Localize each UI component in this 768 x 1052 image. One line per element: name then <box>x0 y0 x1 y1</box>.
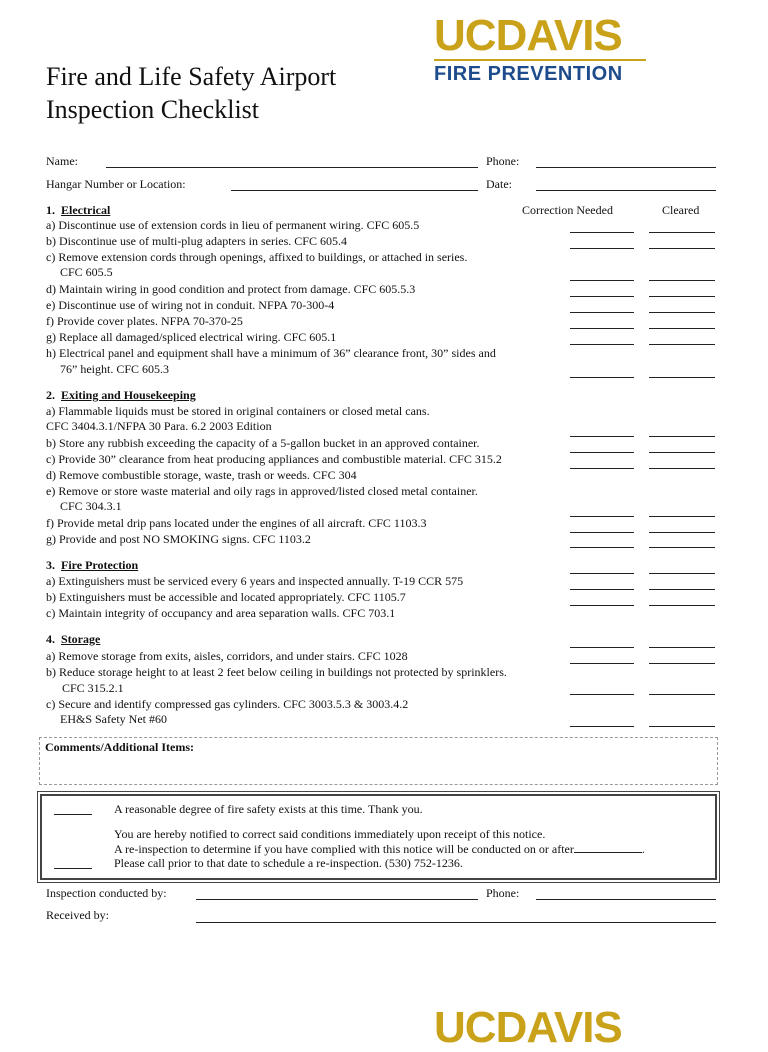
correction-needed-line[interactable] <box>570 694 634 695</box>
ucdavis-logo-bottom: UCDAVIS <box>434 1003 622 1052</box>
correction-needed-line[interactable] <box>570 647 634 648</box>
checklist-item: f) Provide cover plates. NFPA 70-370-25 <box>46 314 243 328</box>
correction-needed-line[interactable] <box>570 280 634 281</box>
cleared-line[interactable] <box>649 232 715 233</box>
cleared-line[interactable] <box>649 377 715 378</box>
name-field[interactable] <box>106 167 478 168</box>
checklist-item: CFC 315.2.1 <box>62 681 124 695</box>
cleared-line[interactable] <box>649 468 715 469</box>
section-electrical-heading: 1. Electrical <box>46 203 111 217</box>
correction-needed-line[interactable] <box>570 605 634 606</box>
checklist-item: EH&S Safety Net #60 <box>60 712 167 726</box>
checklist-item: f) Provide metal drip pans located under the engines of all aircraft. CFC 1103.3 <box>46 516 427 530</box>
correction-needed-line[interactable] <box>570 312 634 313</box>
checklist-item: c) Secure and identify compressed gas cylinders. CFC 3003.5.3 & 3003.4.2 <box>46 697 409 711</box>
correction-needed-line[interactable] <box>570 589 634 590</box>
notice-statement-1: You are hereby notified to correct said conditions immediately upon receipt of this notice. <box>114 827 546 841</box>
safe-statement: A reasonable degree of fire safety exists at this time. Thank you. <box>114 802 423 816</box>
checklist-item: h) Electrical panel and equipment shall have a minimum of 36” clearance front, 30” sides and <box>46 346 496 360</box>
notice-checkbox-line[interactable] <box>54 868 92 869</box>
checklist-item: b) Extinguishers must be accessible and located appropriately. CFC 1105.7 <box>46 590 406 604</box>
checklist-item: CFC 304.3.1 <box>60 499 122 513</box>
page-title: Fire and Life Safety Airport Inspection Checklist <box>46 62 337 124</box>
checklist-item: a) Remove storage from exits, aisles, corridors, and under stairs. CFC 1028 <box>46 649 408 663</box>
checklist-item: b) Store any rubbish exceeding the capacity of a 5-gallon bucket in an approved container. <box>46 436 480 450</box>
section-exiting-heading: 2. Exiting and Housekeeping <box>46 388 196 402</box>
cleared-line[interactable] <box>649 694 715 695</box>
cleared-line[interactable] <box>649 312 715 313</box>
hangar-field[interactable] <box>231 190 478 191</box>
correction-needed-line[interactable] <box>570 328 634 329</box>
correction-needed-header: Correction Needed <box>522 203 613 217</box>
checklist-item: CFC 3404.3.1/NFPA 30 Para. 6.2 2003 Edition <box>46 419 272 433</box>
name-label: Name: <box>46 154 78 168</box>
correction-needed-line[interactable] <box>570 516 634 517</box>
checklist-item: d) Maintain wiring in good condition and protect from damage. CFC 605.5.3 <box>46 282 416 296</box>
checklist-item: g) Replace all damaged/spliced electrical wiring. CFC 605.1 <box>46 330 337 344</box>
safe-checkbox-line[interactable] <box>54 814 92 815</box>
cleared-line[interactable] <box>649 516 715 517</box>
cleared-line[interactable] <box>649 589 715 590</box>
received-by-field[interactable] <box>196 922 716 923</box>
hangar-label: Hangar Number or Location: <box>46 177 186 191</box>
checklist-item: 76” height. CFC 605.3 <box>60 362 170 376</box>
cleared-line[interactable] <box>649 280 715 281</box>
checklist-item: e) Discontinue use of wiring not in conduit. NFPA 70-300-4 <box>46 298 335 312</box>
correction-needed-line[interactable] <box>570 468 634 469</box>
correction-needed-line[interactable] <box>570 377 634 378</box>
correction-needed-line[interactable] <box>570 532 634 533</box>
cleared-line[interactable] <box>649 532 715 533</box>
checklist-item: d) Remove combustible storage, waste, trash or weeds. CFC 304 <box>46 468 357 482</box>
checklist-item: b) Discontinue use of multi-plug adapters in series. CFC 605.4 <box>46 234 347 248</box>
cleared-line[interactable] <box>649 452 715 453</box>
cleared-line[interactable] <box>649 547 715 548</box>
checklist-item: e) Remove or store waste material and oily rags in approved/listed closed metal container. <box>46 484 478 498</box>
notice-box <box>40 794 717 880</box>
checklist-item: a) Flammable liquids must be stored in original containers or closed metal cans. <box>46 404 430 418</box>
cleared-line[interactable] <box>649 726 715 727</box>
cleared-line[interactable] <box>649 328 715 329</box>
phone-label: Phone: <box>486 154 520 168</box>
section-storage-heading: 4. Storage <box>46 632 101 646</box>
cleared-line[interactable] <box>649 436 715 437</box>
received-by-label: Received by: <box>46 908 109 922</box>
comments-box[interactable] <box>39 737 718 785</box>
cleared-header: Cleared <box>662 203 700 217</box>
footer-phone-field[interactable] <box>536 899 716 900</box>
checklist-item: b) Reduce storage height to at least 2 feet below ceiling in buildings not protected by sprinklers. <box>46 665 507 679</box>
inspection-conducted-label: Inspection conducted by: <box>46 886 167 900</box>
notice-statement-3: Please call prior to that date to schedule a re-inspection. (530) 752-1236. <box>114 856 463 870</box>
checklist-item: c) Remove extension cords through openings, affixed to buildings, or attached in series. <box>46 250 468 264</box>
cleared-line[interactable] <box>649 344 715 345</box>
correction-needed-line[interactable] <box>570 248 634 249</box>
ucdavis-logo: UCDAVIS FIRE PREVENTION <box>434 14 650 86</box>
section-fire-protection-heading: 3. Fire Protection <box>46 558 139 572</box>
cleared-line[interactable] <box>649 573 715 574</box>
correction-needed-line[interactable] <box>570 344 634 345</box>
notice-statement-2: A re-inspection to determine if you have complied with this notice will be conducted on or after . <box>114 842 645 856</box>
inspection-conducted-field[interactable] <box>196 899 478 900</box>
reinspection-date-field[interactable] <box>574 842 642 853</box>
checklist-item: c) Provide 30” clearance from heat producing appliances and combustible material. CFC 315.2 <box>46 452 502 466</box>
phone-field[interactable] <box>536 167 716 168</box>
correction-needed-line[interactable] <box>570 296 634 297</box>
checklist-item: CFC 605.5 <box>60 265 113 279</box>
checklist-item: g) Provide and post NO SMOKING signs. CFC 1103.2 <box>46 532 311 546</box>
cleared-line[interactable] <box>649 647 715 648</box>
correction-needed-line[interactable] <box>570 573 634 574</box>
checklist-item: a) Extinguishers must be serviced every 6 years and inspected annually. T-19 CCR 575 <box>46 574 464 588</box>
date-label: Date: <box>486 177 512 191</box>
correction-needed-line[interactable] <box>570 452 634 453</box>
checklist-item: c) Maintain integrity of occupancy and area separation walls. CFC 703.1 <box>46 606 396 620</box>
footer-phone-label: Phone: <box>486 886 520 900</box>
cleared-line[interactable] <box>649 296 715 297</box>
correction-needed-line[interactable] <box>570 232 634 233</box>
correction-needed-line[interactable] <box>570 547 634 548</box>
date-field[interactable] <box>536 190 716 191</box>
comments-label: Comments/Additional Items: <box>45 740 194 754</box>
cleared-line[interactable] <box>649 248 715 249</box>
cleared-line[interactable] <box>649 663 715 664</box>
correction-needed-line[interactable] <box>570 663 634 664</box>
correction-needed-line[interactable] <box>570 726 634 727</box>
correction-needed-line[interactable] <box>570 436 634 437</box>
checklist-item: a) Discontinue use of extension cords in lieu of permanent wiring. CFC 605.5 <box>46 218 420 232</box>
cleared-line[interactable] <box>649 605 715 606</box>
